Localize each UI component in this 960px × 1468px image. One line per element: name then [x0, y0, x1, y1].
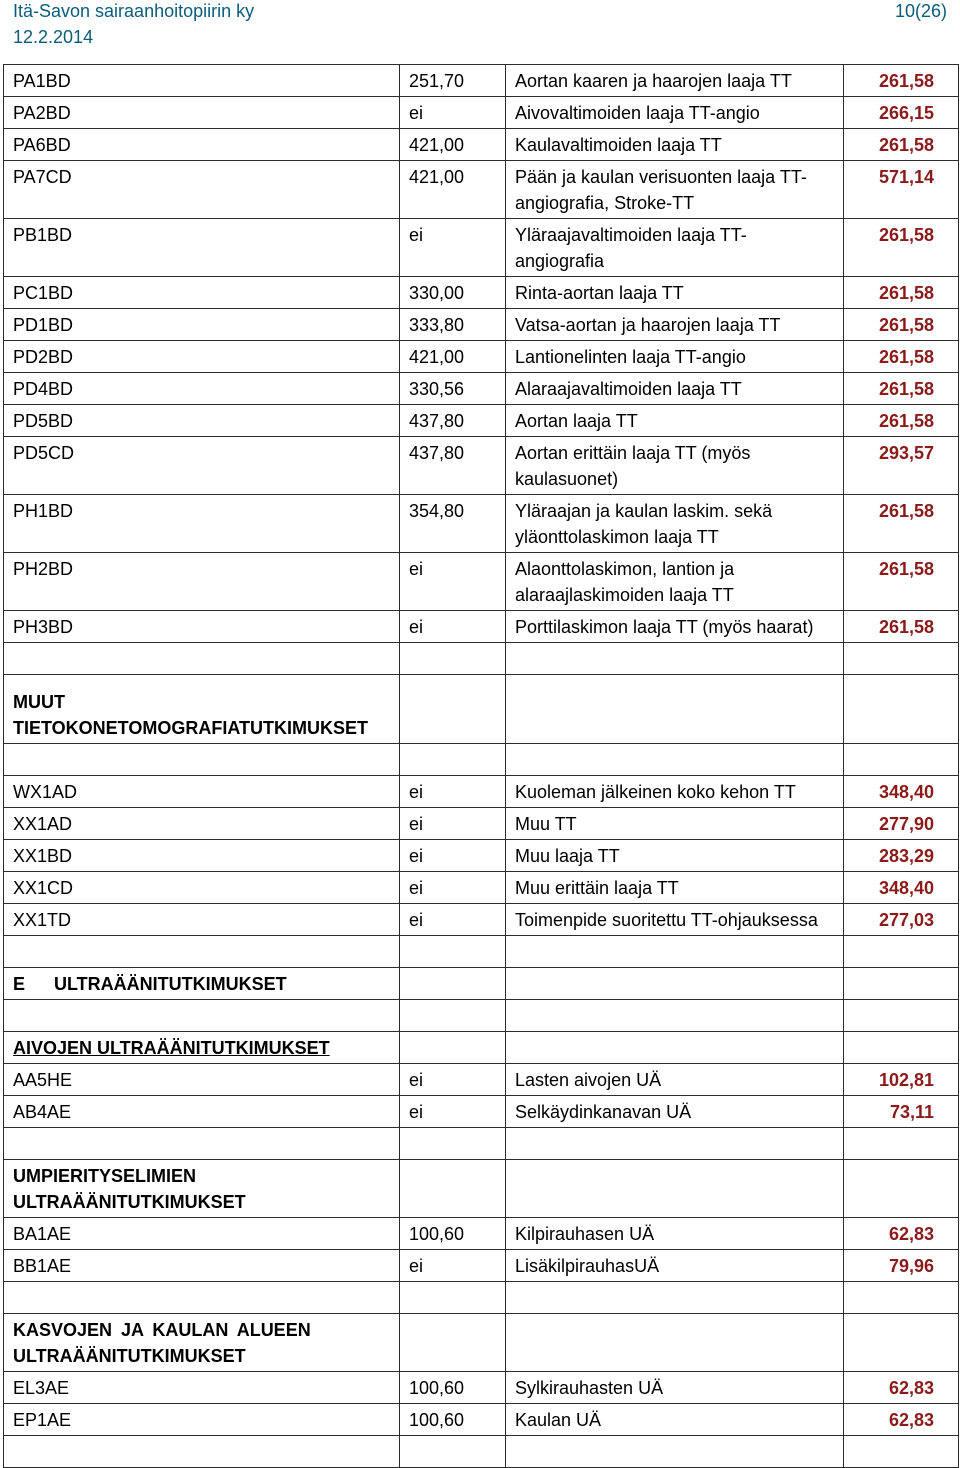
empty-cell: [400, 675, 506, 744]
empty-cell: [506, 744, 844, 776]
empty-cell: [4, 1000, 400, 1032]
empty-cell: [506, 1128, 844, 1160]
section-row: [4, 1314, 959, 1372]
description-cell: Kaulavaltimoiden laaja TT: [506, 129, 844, 161]
price-cell: 293,57: [844, 437, 959, 495]
description-cell: Kaulan UÄ: [506, 1404, 844, 1436]
price-cell: 62,83: [844, 1218, 959, 1250]
table-row: [4, 1250, 959, 1282]
empty-cell: [400, 968, 506, 1000]
table-row: [4, 97, 959, 129]
description-cell: Aivovaltimoiden laaja TT-angio: [506, 97, 844, 129]
code-cell: AB4AE: [4, 1096, 400, 1128]
empty-cell: [400, 1314, 506, 1372]
ref-cell: 437,80: [400, 437, 506, 495]
section-row: [4, 968, 959, 1000]
empty-cell: [400, 643, 506, 675]
table-row: [4, 277, 959, 309]
ref-cell: ei: [400, 1250, 506, 1282]
price-cell: 261,58: [844, 65, 959, 97]
ref-cell: ei: [400, 219, 506, 277]
description-cell: Pään ja kaulan verisuonten laaja TT-angiografia, Stroke-TT: [506, 161, 844, 219]
price-cell: 261,58: [844, 373, 959, 405]
ref-cell: ei: [400, 1064, 506, 1096]
section-row: [4, 675, 959, 744]
empty-cell: [844, 1000, 959, 1032]
table-row: [4, 65, 959, 97]
price-table: [3, 64, 959, 1468]
empty-cell: [506, 936, 844, 968]
table-row: [4, 840, 959, 872]
description-cell: Muu erittäin laaja TT: [506, 872, 844, 904]
empty-cell: [506, 1032, 844, 1064]
spacer-row: [4, 1000, 959, 1032]
description-cell: Aortan kaaren ja haarojen laaja TT: [506, 65, 844, 97]
code-cell: PA6BD: [4, 129, 400, 161]
price-cell: 62,83: [844, 1372, 959, 1404]
code-cell: PH2BD: [4, 553, 400, 611]
empty-cell: [4, 643, 400, 675]
table-row: [4, 161, 959, 219]
section-heading: MUUT TIETOKONETOMOGRAFIATUTKIMUKSET: [4, 675, 400, 744]
description-cell: Rinta-aortan laaja TT: [506, 277, 844, 309]
document-date: 12.2.2014: [13, 27, 94, 47]
empty-cell: [506, 1314, 844, 1372]
empty-cell: [844, 968, 959, 1000]
table-row: [4, 904, 959, 936]
spacer-row: [4, 936, 959, 968]
page-number: 10(26): [894, 1, 947, 21]
table-row: [4, 1218, 959, 1250]
empty-cell: [844, 1128, 959, 1160]
price-cell: 283,29: [844, 840, 959, 872]
code-cell: PA1BD: [4, 65, 400, 97]
table-row: [4, 776, 959, 808]
empty-cell: [844, 1436, 959, 1468]
price-cell: 277,03: [844, 904, 959, 936]
code-cell: PH3BD: [4, 611, 400, 643]
code-cell: XX1TD: [4, 904, 400, 936]
description-cell: Aortan laaja TT: [506, 405, 844, 437]
spacer-row: [4, 1436, 959, 1468]
description-cell: Kuoleman jälkeinen koko kehon TT: [506, 776, 844, 808]
price-cell: 62,83: [844, 1404, 959, 1436]
description-cell: Muu laaja TT: [506, 840, 844, 872]
description-cell: Aortan erittäin laaja TT (myös kaulasuonet): [506, 437, 844, 495]
empty-cell: [400, 1282, 506, 1314]
description-cell: Yläraajan ja kaulan laskim. sekä yläonttolaskimon laaja TT: [506, 495, 844, 553]
price-cell: 266,15: [844, 97, 959, 129]
empty-cell: [400, 1032, 506, 1064]
empty-cell: [506, 1282, 844, 1314]
table-row: [4, 309, 959, 341]
ref-cell: 100,60: [400, 1372, 506, 1404]
ref-cell: 421,00: [400, 161, 506, 219]
table-row: [4, 1064, 959, 1096]
empty-cell: [400, 744, 506, 776]
description-cell: Alaonttolaskimon, lantion ja alaraajlaskimoiden laaja TT: [506, 553, 844, 611]
table-row: [4, 219, 959, 277]
empty-cell: [400, 1000, 506, 1032]
code-cell: PB1BD: [4, 219, 400, 277]
description-cell: LisäkilpirauhasUÄ: [506, 1250, 844, 1282]
price-cell: 277,90: [844, 808, 959, 840]
empty-cell: [400, 1160, 506, 1218]
ref-cell: ei: [400, 611, 506, 643]
ref-cell: ei: [400, 808, 506, 840]
empty-cell: [844, 744, 959, 776]
section-heading: KASVOJEN JA KAULAN ALUEEN ULTRAÄÄNITUTKIMUKSET: [4, 1314, 400, 1372]
description-cell: Vatsa-aortan ja haarojen laaja TT: [506, 309, 844, 341]
code-cell: PA7CD: [4, 161, 400, 219]
code-cell: XX1AD: [4, 808, 400, 840]
empty-cell: [506, 1000, 844, 1032]
table-row: [4, 872, 959, 904]
section-row: [4, 1032, 959, 1064]
table-row: [4, 437, 959, 495]
code-cell: PD2BD: [4, 341, 400, 373]
empty-cell: [4, 1282, 400, 1314]
organization-name: Itä-Savon sairaanhoitopiirin ky: [13, 1, 255, 21]
price-cell: 261,58: [844, 309, 959, 341]
empty-cell: [844, 643, 959, 675]
price-cell: 348,40: [844, 872, 959, 904]
ref-cell: 437,80: [400, 405, 506, 437]
table-row: [4, 808, 959, 840]
ref-cell: 421,00: [400, 341, 506, 373]
empty-cell: [844, 1160, 959, 1218]
price-cell: 102,81: [844, 1064, 959, 1096]
description-cell: Lasten aivojen UÄ: [506, 1064, 844, 1096]
empty-cell: [400, 1128, 506, 1160]
code-cell: AA5HE: [4, 1064, 400, 1096]
empty-cell: [4, 1436, 400, 1468]
table-row: [4, 129, 959, 161]
spacer-row: [4, 744, 959, 776]
price-cell: 261,58: [844, 341, 959, 373]
table-row: [4, 1404, 959, 1436]
description-cell: Lantionelinten laaja TT-angio: [506, 341, 844, 373]
page-header: [0, 0, 960, 58]
ref-cell: ei: [400, 97, 506, 129]
table-row: [4, 611, 959, 643]
empty-cell: [844, 675, 959, 744]
code-cell: BB1AE: [4, 1250, 400, 1282]
ref-cell: ei: [400, 553, 506, 611]
empty-cell: [506, 1160, 844, 1218]
price-cell: 348,40: [844, 776, 959, 808]
ref-cell: 421,00: [400, 129, 506, 161]
section-row: [4, 1160, 959, 1218]
empty-cell: [4, 1128, 400, 1160]
ref-cell: 100,60: [400, 1404, 506, 1436]
ref-cell: ei: [400, 872, 506, 904]
empty-cell: [844, 1314, 959, 1372]
code-cell: PC1BD: [4, 277, 400, 309]
code-cell: PD5BD: [4, 405, 400, 437]
description-cell: Sylkirauhasten UÄ: [506, 1372, 844, 1404]
spacer-row: [4, 1128, 959, 1160]
price-cell: 261,58: [844, 277, 959, 309]
price-table-body: [4, 65, 959, 1468]
table-row: [4, 495, 959, 553]
code-cell: EP1AE: [4, 1404, 400, 1436]
empty-cell: [506, 1436, 844, 1468]
code-cell: XX1BD: [4, 840, 400, 872]
empty-cell: [506, 643, 844, 675]
ref-cell: ei: [400, 1096, 506, 1128]
ref-cell: 251,70: [400, 65, 506, 97]
table-row: [4, 373, 959, 405]
section-heading: UMPIERITYSELIMIEN ULTRAÄÄNITUTKIMUKSET: [4, 1160, 400, 1218]
description-cell: Yläraajavaltimoiden laaja TT-angiografia: [506, 219, 844, 277]
code-cell: PD5CD: [4, 437, 400, 495]
empty-cell: [400, 936, 506, 968]
description-cell: Selkäydinkanavan UÄ: [506, 1096, 844, 1128]
price-cell: 73,11: [844, 1096, 959, 1128]
empty-cell: [844, 936, 959, 968]
code-cell: WX1AD: [4, 776, 400, 808]
empty-cell: [4, 744, 400, 776]
description-cell: Alaraajavaltimoiden laaja TT: [506, 373, 844, 405]
ref-cell: 100,60: [400, 1218, 506, 1250]
price-cell: 261,58: [844, 405, 959, 437]
table-row: [4, 405, 959, 437]
ref-cell: ei: [400, 840, 506, 872]
price-cell: 79,96: [844, 1250, 959, 1282]
code-cell: PD4BD: [4, 373, 400, 405]
empty-cell: [844, 1282, 959, 1314]
code-cell: PA2BD: [4, 97, 400, 129]
section-heading: AIVOJEN ULTRAÄÄNITUTKIMUKSET: [4, 1032, 400, 1064]
code-cell: XX1CD: [4, 872, 400, 904]
ref-cell: ei: [400, 776, 506, 808]
price-cell: 261,58: [844, 553, 959, 611]
ref-cell: 330,56: [400, 373, 506, 405]
code-cell: EL3AE: [4, 1372, 400, 1404]
code-cell: PH1BD: [4, 495, 400, 553]
ref-cell: ei: [400, 904, 506, 936]
spacer-row: [4, 1282, 959, 1314]
code-cell: BA1AE: [4, 1218, 400, 1250]
empty-cell: [506, 968, 844, 1000]
table-row: [4, 553, 959, 611]
table-row: [4, 341, 959, 373]
description-cell: Kilpirauhasen UÄ: [506, 1218, 844, 1250]
code-cell: PD1BD: [4, 309, 400, 341]
price-cell: 261,58: [844, 129, 959, 161]
empty-cell: [400, 1436, 506, 1468]
ref-cell: 333,80: [400, 309, 506, 341]
section-heading: E ULTRAÄÄNITUTKIMUKSET: [4, 968, 400, 1000]
spacer-row: [4, 643, 959, 675]
price-cell: 571,14: [844, 161, 959, 219]
price-cell: 261,58: [844, 219, 959, 277]
table-row: [4, 1372, 959, 1404]
empty-cell: [506, 675, 844, 744]
ref-cell: 330,00: [400, 277, 506, 309]
empty-cell: [844, 1032, 959, 1064]
description-cell: Porttilaskimon laaja TT (myös haarat): [506, 611, 844, 643]
empty-cell: [4, 936, 400, 968]
table-row: [4, 1096, 959, 1128]
ref-cell: 354,80: [400, 495, 506, 553]
price-cell: 261,58: [844, 495, 959, 553]
description-cell: Toimenpide suoritettu TT-ohjauksessa: [506, 904, 844, 936]
price-cell: 261,58: [844, 611, 959, 643]
description-cell: Muu TT: [506, 808, 844, 840]
